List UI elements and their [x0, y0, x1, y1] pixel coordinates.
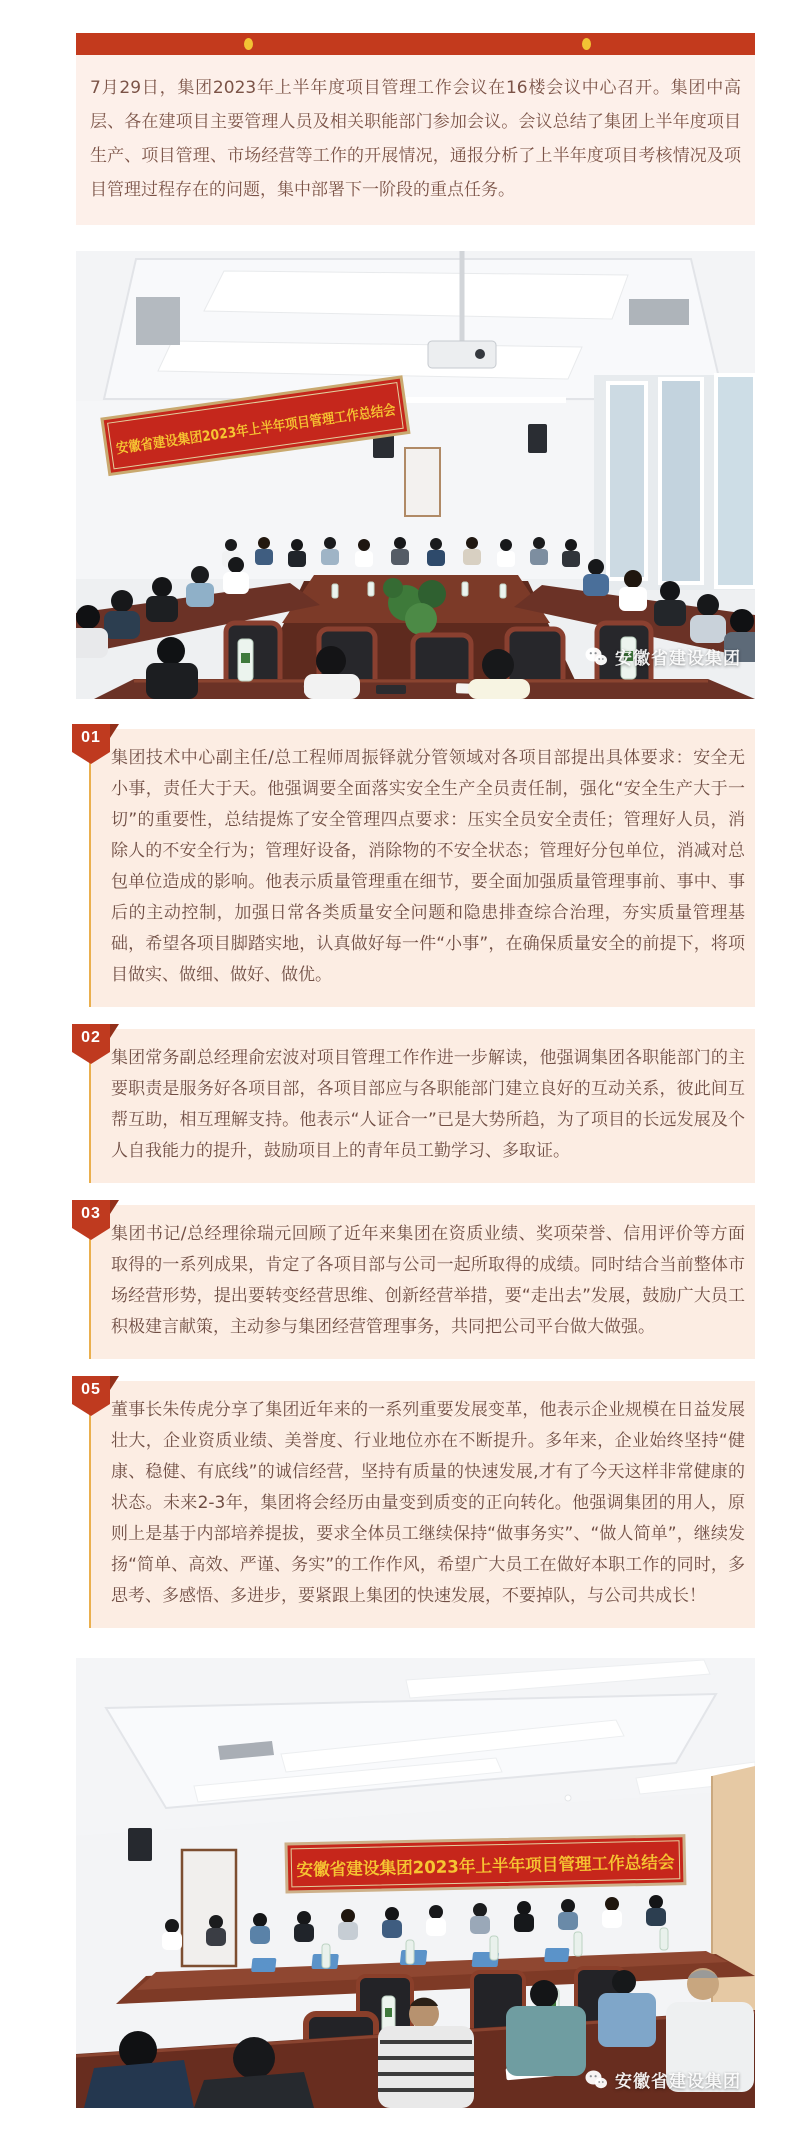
- section-02-badge: [72, 1024, 110, 1064]
- section-01-text: 集团技术中心副主任/总工程师周振铎就分管领域对各项目部提出具体要求：安全无小事，责任大于天。他强调要全面落实安全生产全员责任制，强化“安全生产大于一切”的重要性，总结提炼了安全管理四点要求：压实全员安全责任；管理好人员，消除人的不安全行为；管理好设备，消除物的不安全状态；管理好分包单位，消减对总包单位造成的影响。他表示质量管理重在细节，要全面加强质量管理事前、事中、事后的主动控制，加强日常各类质量安全问题和隐患排查综合治理，夯实质量管理基础，希望各项目脚踏实地，认真做好每一件“小事”，在确保质量安全的前提下，将项目做实、做细、做好、做优。: [111, 748, 745, 985]
- section-05-block: [89, 1381, 755, 1628]
- decor-top-bar: [76, 33, 755, 55]
- section-02-block: [89, 1029, 755, 1183]
- photo-1-watermark-text: 安徽省建设集团: [615, 649, 741, 669]
- section-03: [81, 1205, 755, 1359]
- badge-fold-icon: [110, 724, 119, 738]
- conference-photo-2-illustration: [76, 1658, 755, 2108]
- wechat-logo-icon: [584, 646, 608, 668]
- section-02-number: 02: [81, 1029, 101, 1046]
- section-01-badge: [72, 724, 110, 764]
- conference-photo-1[interactable]: [76, 251, 755, 699]
- badge-fold-icon: [110, 1024, 119, 1038]
- section-03-text: 集团书记/总经理徐瑞元回顾了近年来集团在资质业绩、奖项荣誉、信用评价等方面取得的一系列成果，肯定了各项目部与公司一起所取得的成绩。同时结合当前整体市场经营形势，提出要转变经营思维、创新经营举措，要“走出去”发展，鼓励广大员工积极建言献策，主动参与集团经营管理事务，共同把公司平台做大做强。: [111, 1224, 745, 1337]
- badge-fold-icon: [110, 1376, 119, 1390]
- decor-dot-icon: [582, 38, 591, 50]
- section-01-block: [89, 729, 755, 1007]
- section-01: [81, 729, 755, 1007]
- section-02-text: 集团常务副总经理俞宏波对项目管理工作作进一步解读，他强调集团各职能部门的主要职责是服务好各项目部，各项目部应与各职能部门建立良好的互动关系，彼此间互帮互助，相互理解支持。他表示“人证合一”已是大势所趋，为了项目的长远发展及个人自我能力的提升，鼓励项目上的青年员工勤学习、多取证。: [111, 1048, 745, 1161]
- section-03-block: [89, 1205, 755, 1359]
- section-05-number: 05: [81, 1381, 101, 1398]
- photo-2-watermark-text: 安徽省建设集团: [615, 2072, 741, 2092]
- sections-list: [0, 729, 804, 1628]
- wechat-logo-icon: [584, 2069, 608, 2091]
- section-03-number: 03: [81, 1205, 101, 1222]
- photo-2-banner: [286, 1836, 685, 1892]
- photo-2-watermark: [584, 2067, 741, 2092]
- conference-photo-2[interactable]: [76, 1658, 755, 2108]
- svg-text:安徽省建设集团2023年上半年项目管理工作总结会: 安徽省建设集团2023年上半年项目管理工作总结会: [296, 1852, 685, 1881]
- intro-text: 7月29日，集团2023年上半年度项目管理工作会议在16楼会议中心召开。集团中高层、各在建项目主要管理人员及相关职能部门参加会议。会议总结了集团上半年度项目生产、项目管理、市场经营等工作的开展情况，通报分析了上半年度项目考核情况及项目管理过程存在的问题，集中部署下一阶段的重点任务。: [90, 78, 741, 200]
- section-01-number: 01: [81, 729, 101, 746]
- decor-dot-icon: [244, 38, 253, 50]
- section-05: [81, 1381, 755, 1628]
- section-05-badge: [72, 1376, 110, 1416]
- section-03-badge: [72, 1200, 110, 1240]
- conference-photo-1-illustration: [76, 251, 755, 699]
- badge-fold-icon: [110, 1200, 119, 1214]
- section-02: [81, 1029, 755, 1183]
- photo-1-watermark: [584, 644, 741, 669]
- svg-text:安徽省建设集团2023年上半年项目管理工作总结会: 安徽省建设集团2023年上半年项目管理工作总结会: [115, 396, 434, 458]
- intro-block: [76, 55, 755, 225]
- section-05-text: 董事长朱传虎分享了集团近年来的一系列重要发展变革，他表示企业规模在日益发展壮大，企业资质业绩、美誉度、行业地位亦在不断提升。多年来，企业始终坚持“健康、稳健、有底线”的诚信经营，坚持有质量的快速发展,才有了今天这样非常健康的状态。未来2-3年，集团将会经历由量变到质变的正向转化。他强调集团的用人，原则上是基于内部培养提拔，要求全体员工继续保持“做事务实”、“做人简单”，继续发扬“简单、高效、严谨、务实”的工作作风，希望广大员工在做好本职工作的同时，多思考、多感悟、多进步，要紧跟上集团的快速发展，不要掉队，与公司共成长！: [111, 1400, 745, 1606]
